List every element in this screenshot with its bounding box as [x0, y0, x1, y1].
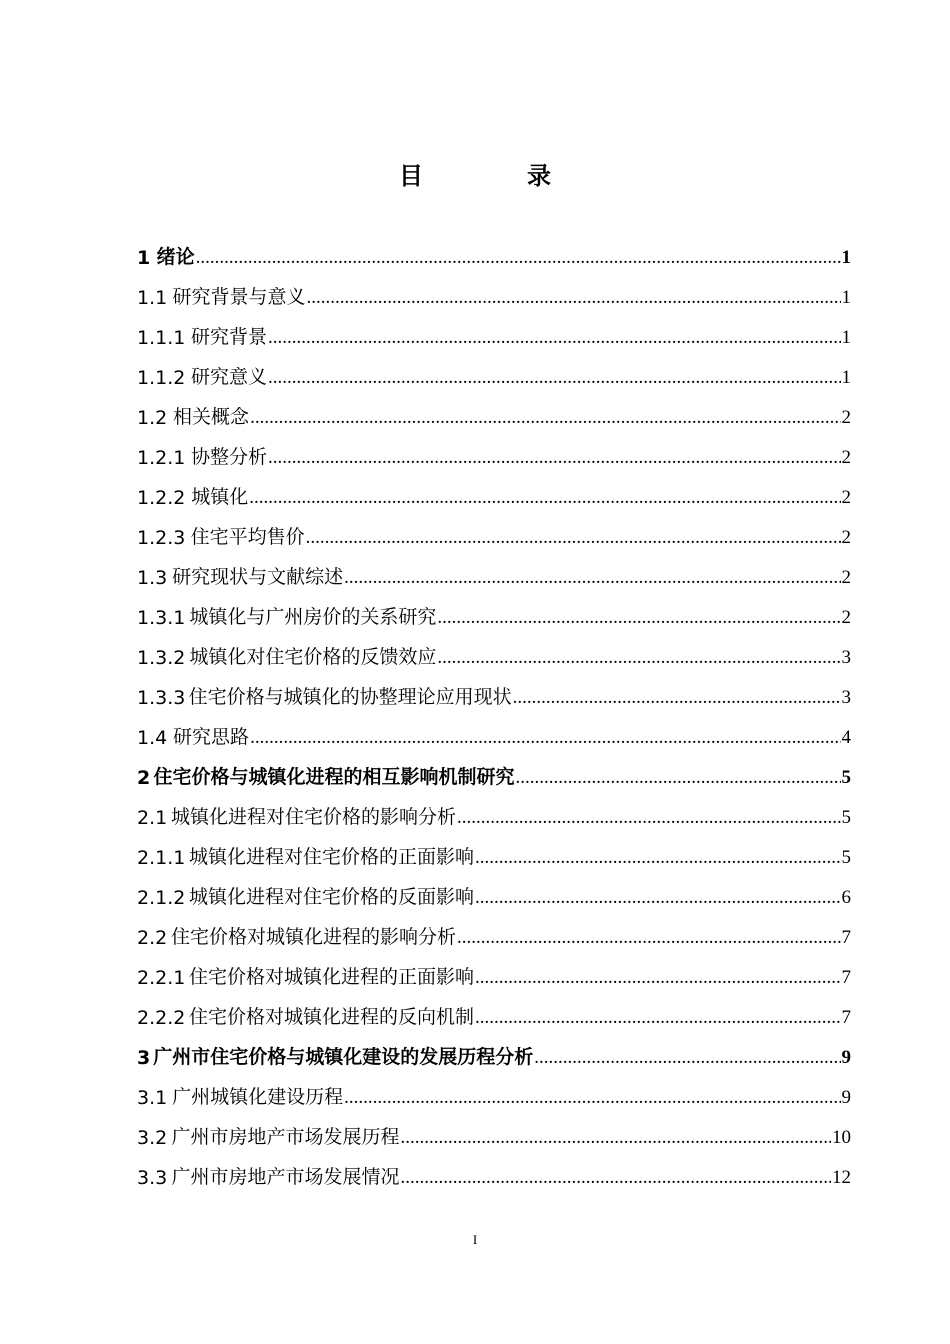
toc-entry-title: 绪论: [156, 246, 195, 268]
toc-entry-title: 城镇化: [191, 486, 249, 508]
toc-entry-leader-dots: [513, 687, 841, 709]
toc-entry-page: 1: [841, 287, 851, 308]
toc-entry[interactable]: [137, 956, 851, 996]
toc-entry[interactable]: [137, 836, 851, 876]
toc-entry[interactable]: [137, 476, 851, 516]
toc-entry-number: 2.1.1: [137, 847, 186, 869]
toc-entry-title: 研究意义: [191, 366, 268, 388]
toc-entry[interactable]: [137, 356, 851, 396]
toc-entry[interactable]: [137, 396, 851, 436]
toc-entry-leader-dots: [250, 407, 840, 429]
toc-entry-page: 2: [841, 447, 851, 468]
toc-entry[interactable]: [137, 596, 851, 636]
toc-entry-leader-dots: [475, 887, 841, 909]
toc-entry-leader-dots: [400, 1167, 831, 1189]
toc-entry[interactable]: [137, 556, 851, 596]
toc-entry-page: 1: [841, 327, 851, 348]
toc-list: [137, 236, 851, 1196]
toc-entry-page: 7: [841, 1007, 851, 1028]
toc-entry[interactable]: [137, 796, 851, 836]
toc-entry[interactable]: [137, 996, 851, 1036]
toc-entry-leader-dots: [249, 487, 840, 509]
toc-entry-title: 住宅价格对城镇化进程的影响分析: [171, 926, 457, 948]
toc-entry-leader-dots: [515, 767, 840, 789]
toc-entry-leader-dots: [457, 807, 840, 829]
toc-entry-number: 1.2: [137, 407, 168, 429]
toc-entry-page: 2: [841, 607, 851, 628]
toc-entry-title: 城镇化进程对住宅价格的正面影响: [188, 846, 474, 868]
toc-entry-number: 1.1.1: [137, 327, 186, 349]
toc-entry-leader-dots: [344, 1087, 840, 1109]
page-number: I: [472, 1232, 478, 1247]
toc-entry-number: 1.1: [137, 287, 168, 309]
toc-entry-page: 12: [832, 1167, 851, 1188]
toc-entry[interactable]: [137, 756, 851, 796]
toc-entry-leader-dots: [344, 567, 840, 589]
toc-entry-leader-dots: [196, 247, 841, 269]
toc-entry-page: 2: [841, 567, 851, 588]
toc-entry-page: 3: [841, 647, 851, 668]
toc-entry-title: 住宅平均售价: [190, 526, 305, 548]
toc-entry-title: 广州市房地产市场发展历程: [171, 1126, 400, 1148]
toc-entry[interactable]: [137, 1116, 851, 1156]
toc-entry-title: 广州城镇化建设历程: [172, 1086, 344, 1108]
toc-entry[interactable]: [137, 876, 851, 916]
toc-entry-title: 相关概念: [173, 406, 250, 428]
toc-entry-title: 广州市住宅价格与城镇化建设的发展历程分析: [153, 1046, 534, 1068]
toc-entry-page: 7: [841, 927, 851, 948]
toc-title: 目 录: [399, 162, 591, 190]
toc-entry-number: 1.3.3: [137, 687, 186, 709]
toc-entry-leader-dots: [437, 647, 840, 669]
toc-entry[interactable]: [137, 1036, 851, 1076]
toc-entry-title: 研究背景: [191, 326, 268, 348]
toc-entry-number: 1.2.1: [137, 447, 186, 469]
toc-entry-number: 1.4: [137, 727, 168, 749]
toc-entry-number: 2.2.1: [137, 967, 186, 989]
toc-entry-number: 1.1.2: [137, 367, 186, 389]
toc-entry-number: 3.2: [137, 1127, 168, 1149]
toc-entry-title: 协整分析: [191, 446, 268, 468]
toc-entry[interactable]: [137, 636, 851, 676]
toc-entry-leader-dots: [268, 327, 840, 349]
toc-entry-number: 2.1.2: [137, 887, 186, 909]
toc-entry[interactable]: [137, 516, 851, 556]
toc-entry-page: 4: [841, 727, 851, 748]
toc-entry-leader-dots: [268, 447, 840, 469]
toc-entry[interactable]: [137, 436, 851, 476]
toc-entry-leader-dots: [437, 607, 840, 629]
toc-entry[interactable]: [137, 916, 851, 956]
toc-entry-page: 10: [832, 1127, 851, 1148]
toc-entry-title: 住宅价格对城镇化进程的反向机制: [188, 1006, 474, 1028]
toc-entry-leader-dots: [268, 367, 840, 389]
toc-entry-number: 2: [137, 767, 151, 789]
toc-entry-number: 1.3.2: [137, 647, 186, 669]
toc-entry-number: 1.2.3: [137, 527, 186, 549]
toc-entry-title: 城镇化与广州房价的关系研究: [189, 606, 437, 628]
toc-entry-title: 广州市房地产市场发展情况: [171, 1166, 400, 1188]
toc-entry-leader-dots: [250, 727, 840, 749]
toc-entry-number: 2.2: [137, 927, 168, 949]
toc-entry[interactable]: [137, 316, 851, 356]
toc-entry-title: 研究背景与意义: [172, 286, 306, 308]
toc-entry[interactable]: [137, 236, 851, 276]
toc-entry-page: 5: [841, 807, 851, 828]
toc-entry-page: 2: [841, 407, 851, 428]
toc-entry-number: 3: [137, 1047, 151, 1069]
toc-entry[interactable]: [137, 276, 851, 316]
toc-entry-page: 1: [841, 247, 851, 268]
toc-entry-page: 9: [841, 1047, 851, 1068]
toc-entry-number: 3.3: [137, 1167, 168, 1189]
toc-entry-page: 9: [841, 1087, 851, 1108]
toc-entry-title: 城镇化对住宅价格的反馈效应: [189, 646, 437, 668]
toc-entry-leader-dots: [475, 847, 841, 869]
toc-entry-page: 7: [841, 967, 851, 988]
toc-entry-title: 城镇化进程对住宅价格的影响分析: [171, 806, 457, 828]
toc-entry-leader-dots: [475, 1007, 841, 1029]
toc-entry-title: 住宅价格对城镇化进程的正面影响: [188, 966, 474, 988]
toc-entry-number: 2.1: [137, 807, 168, 829]
toc-entry-leader-dots: [307, 287, 841, 309]
toc-entry-number: 1: [137, 247, 151, 269]
toc-entry[interactable]: [137, 716, 851, 756]
toc-entry-number: 1.3.1: [137, 607, 186, 629]
toc-entry-title: 住宅价格与城镇化的协整理论应用现状: [188, 686, 512, 708]
toc-entry-number: 1.2.2: [137, 487, 186, 509]
toc-entry-number: 3.1: [137, 1087, 168, 1109]
toc-entry-page: 5: [841, 847, 851, 868]
toc-entry-leader-dots: [534, 1047, 840, 1069]
toc-entry-leader-dots: [306, 527, 841, 549]
toc-entry-title: 住宅价格与城镇化进程的相互影响机制研究: [153, 766, 515, 788]
toc-entry-title: 城镇化进程对住宅价格的反面影响: [188, 886, 474, 908]
toc-entry-page: 2: [841, 487, 851, 508]
toc-entry-page: 3: [841, 687, 851, 708]
toc-entry-number: 1.3: [137, 567, 168, 589]
toc-entry[interactable]: [137, 1156, 851, 1196]
toc-entry-number: 2.2.2: [137, 1007, 186, 1029]
toc-entry-page: 1: [841, 367, 851, 388]
toc-entry-title: 研究思路: [173, 726, 250, 748]
toc-entry-title: 研究现状与文献综述: [172, 566, 344, 588]
toc-entry-page: 2: [841, 527, 851, 548]
toc-entry-page: 6: [841, 887, 851, 908]
toc-entry[interactable]: [137, 676, 851, 716]
toc-entry-page: 5: [841, 767, 851, 788]
toc-entry-leader-dots: [400, 1127, 831, 1149]
toc-entry-leader-dots: [475, 967, 841, 989]
toc-entry[interactable]: [137, 1076, 851, 1116]
toc-entry-leader-dots: [457, 927, 840, 949]
